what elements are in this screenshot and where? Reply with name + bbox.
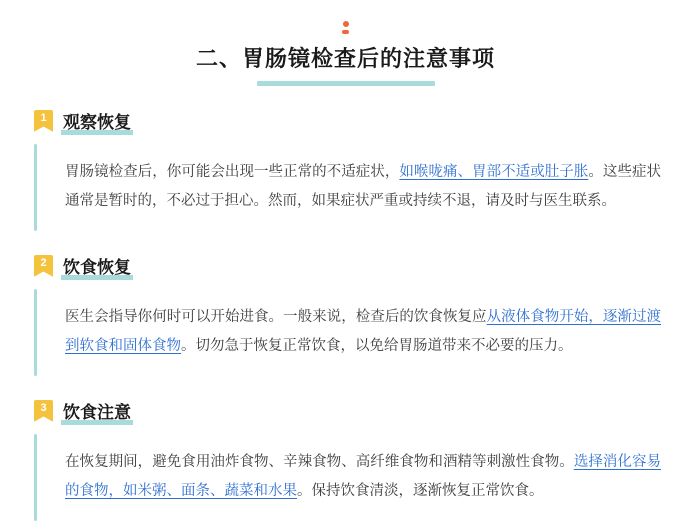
section-number: 1	[40, 111, 47, 124]
ribbon-badge-icon	[34, 400, 53, 422]
title-underline	[257, 81, 435, 86]
ornament-dot-lower	[342, 30, 349, 34]
section-2-body	[26, 289, 665, 376]
section-2	[26, 253, 665, 376]
section-2-header	[26, 253, 665, 279]
section-number: 2	[40, 256, 47, 269]
page-title: 二、胃肠镜检查后的注意事项	[195, 46, 495, 71]
highlighted-text: 选择消化容易的食物，如米粥、面条、蔬菜和水果	[65, 454, 661, 500]
section-3-paragraph	[37, 448, 665, 506]
section-number: 3	[40, 401, 47, 414]
section-3-body	[26, 434, 665, 521]
text-run: 在恢复期间，避免食用油炸食物、辛辣食物、高纤维食物和酒精等刺激性食物。	[65, 454, 574, 471]
section-title-text: 饮食注意	[63, 402, 131, 422]
section-2-paragraph	[37, 303, 665, 361]
ornament-dot-upper	[343, 21, 349, 27]
section-3	[26, 398, 665, 521]
text-run: 医生会指导你何时可以开始进食。一般来说，检查后的饮食恢复应	[65, 309, 487, 326]
highlighted-text: 如喉咙痛、胃部不适或肚子胀	[399, 164, 589, 181]
ribbon-badge-icon	[34, 255, 53, 277]
section-title-text: 饮食恢复	[63, 257, 131, 277]
section-1	[26, 108, 665, 231]
section-title	[61, 398, 133, 424]
section-3-header	[26, 398, 665, 424]
dots-ornament-icon	[26, 0, 665, 38]
section-1-paragraph	[37, 158, 665, 216]
title-block	[26, 44, 665, 86]
text-run: 胃肠镜检查后，你可能会出现一些正常的不适症状，	[65, 164, 400, 181]
text-run: 。切勿急于恢复正常饮食，以免给胃肠道带来不必要的压力。	[181, 338, 573, 355]
section-title	[61, 108, 133, 134]
section-title-text: 观察恢复	[63, 112, 131, 132]
section-1-header	[26, 108, 665, 134]
ribbon-badge-icon	[34, 110, 53, 132]
text-run: 。这些症状通常是暂时的，不必过于担心。然而，如果症状严重或持续不退，请及时与医生联系。	[65, 164, 662, 210]
section-1-body	[26, 144, 665, 231]
section-title	[61, 253, 133, 279]
text-run: 。保持饮食清淡，逐渐恢复正常饮食。	[297, 483, 544, 500]
highlighted-text: 从液体食物开始，逐渐过渡到软食和固体食物	[65, 309, 662, 355]
